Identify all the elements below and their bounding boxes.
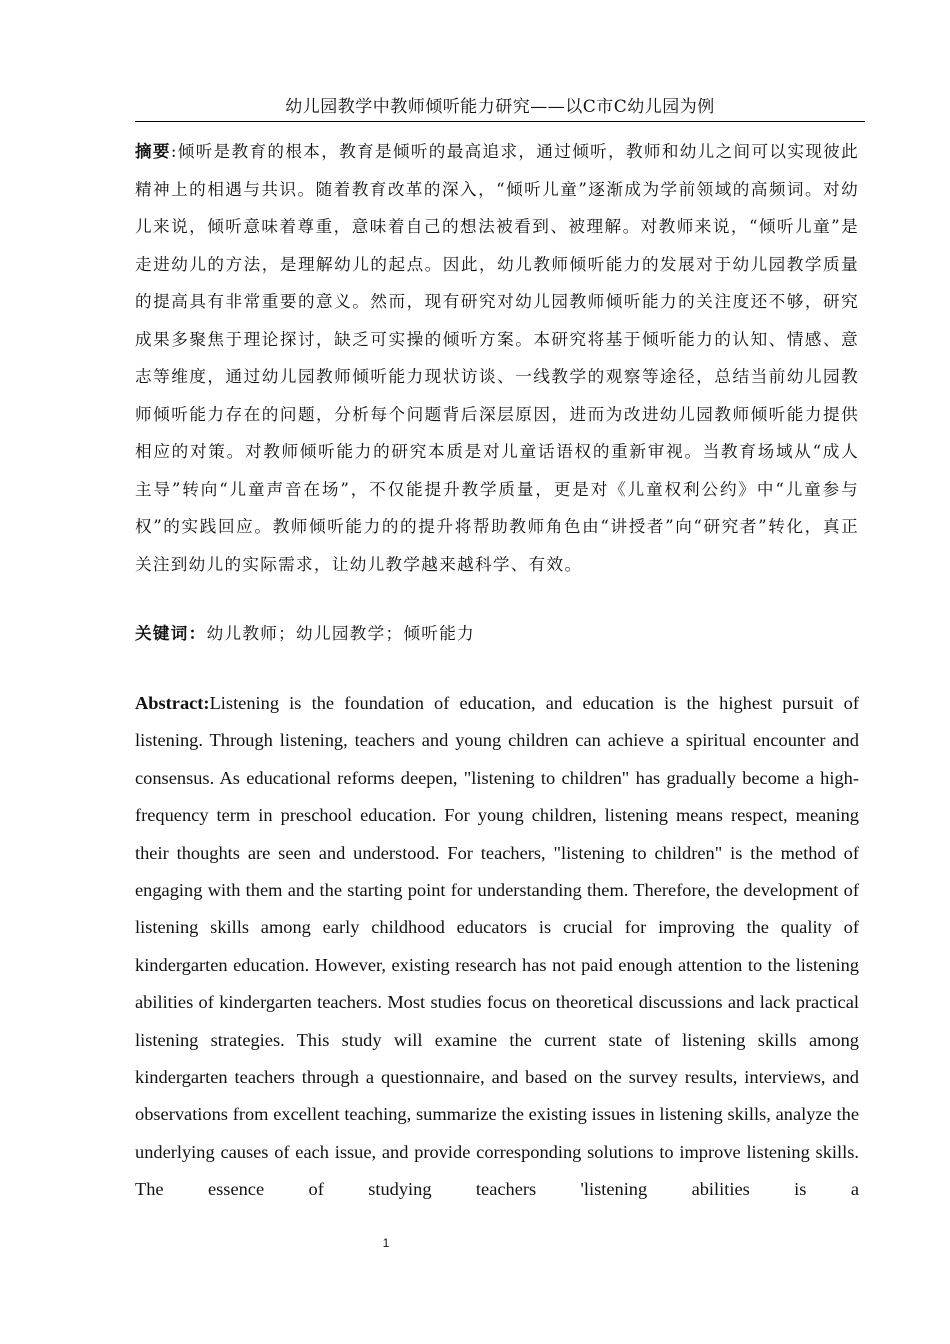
abstract-en-label: Abstract: (135, 693, 210, 713)
abstract-en-text: Listening is the foundation of education, and education is the highest pursuit of listening. Through listening, teachers and young children can achieve a spiritual encounter and consensus. As educational reforms deepen, "listening to children" has gradually become a high-frequency term in preschool education. For young children, listening means respect, meaning their thoughts are seen and understood. For teachers, "listening to children" is the method of engaging with them and the starting point for understanding them. Therefore, the development of listening skills among early childhood educators is crucial for improving the quality of kindergarten education. However, existing research has not paid enough attention to the listening abilities of kindergarten teachers. Most studies focus on theoretical discussions and lack practical listening strategies. This study will examine the current state of listening skills among kindergarten teachers through a questionnaire, and based on the survey results, interviews, and observations from excellent teaching, summarize the existing issues in listening skills, analyze the underlying causes of each issue, and provide corresponding solutions to improve listening skills. The essence of studying teachers 'listening abilities is a (135, 693, 859, 1200)
keywords-zh-label: 关键词： (135, 623, 207, 643)
chinese-abstract (135, 133, 859, 583)
abstract-zh-text: 倾听是教育的根本，教育是倾听的最高追求，通过倾听，教师和幼儿之间可以实现彼此精神上的相遇与共识。随着教育改革的深入，“倾听儿童”逐渐成为学前领域的高频词。对幼儿来说，倾听意味着尊重，意味着自己的想法被看到、被理解。对教师来说，“倾听儿童”是走进幼儿的方法，是理解幼儿的起点。因此，幼儿教师倾听能力的发展对于幼儿园教学质量的提高具有非常重要的意义。然而，现有研究对幼儿园教师倾听能力的关注度还不够，研究成果多聚焦于理论探讨，缺乏可实操的倾听方案。本研究将基于倾听能力的认知、情感、意志等维度，通过幼儿园教师倾听能力现状访谈、一线教学的观察等途径，总结当前幼儿园教师倾听能力存在的问题，分析每个问题背后深层原因，进而为改进幼儿园教师倾听能力提供相应的对策。对教师倾听能力的研究本质是对儿童话语权的重新审视。当教育场域从“成人主导”转向“儿童声音在场”，不仅能提升教学质量，更是对《儿童权利公约》中“儿童参与权”的实践回应。教师倾听能力的的提升将帮助教师角色由“讲授者”向“研究者”转化，真正关注到幼儿的实际需求，让幼儿教学越来越科学、有效。 (135, 142, 859, 574)
running-header: 幼儿园教学中教师倾听能力研究——以C市C幼儿园为例 (135, 92, 865, 122)
english-abstract (135, 685, 859, 1209)
chinese-keywords (135, 615, 859, 653)
keywords-zh-text: 幼儿教师；幼儿园教学；倾听能力 (206, 624, 475, 643)
abstract-zh-separator: : (170, 142, 178, 161)
page-number: 1 (382, 1236, 390, 1250)
abstract-zh-label: 摘要 (135, 141, 171, 161)
